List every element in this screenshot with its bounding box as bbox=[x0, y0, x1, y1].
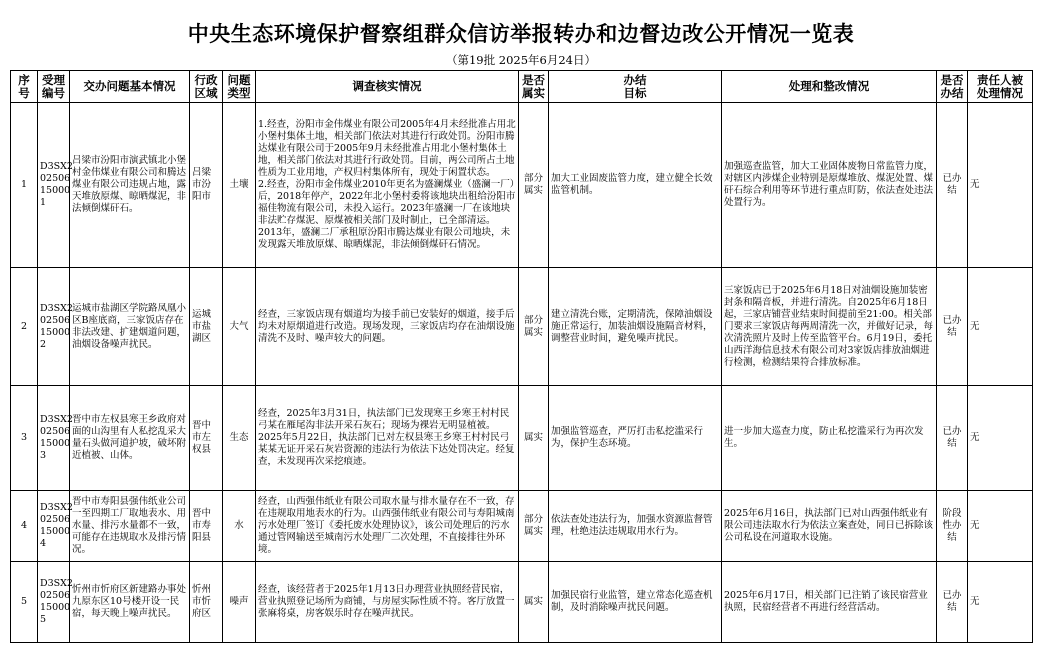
header-region: 行政 区域 bbox=[190, 71, 223, 103]
cell-issue: 忻州市忻府区新建路办事处九原东区10号楼开设一民宿，每天晚上噪声扰民。 bbox=[70, 562, 190, 643]
cell-verified: 部分属实 bbox=[519, 268, 549, 386]
header-type: 问题 类型 bbox=[223, 71, 256, 103]
cell-completed: 阶段性办结 bbox=[937, 491, 968, 562]
table-row bbox=[11, 562, 1033, 643]
cell-type: 噪声 bbox=[223, 562, 256, 643]
cell-code: D3SX2 02506 15000 4 bbox=[38, 491, 70, 562]
header-investigation: 调查核实情况 bbox=[256, 71, 519, 103]
cell-goal: 加强民宿行业监管，建立常态化巡查机制，及时消除噪声扰民问题。 bbox=[549, 562, 722, 643]
cell-accountability: 无 bbox=[968, 103, 1033, 268]
table-header-row bbox=[11, 71, 1033, 103]
cell-verified: 属实 bbox=[519, 562, 549, 643]
cell-goal: 加强监管巡查，严厉打击私挖滥采行为，保护生态环境。 bbox=[549, 386, 722, 491]
cell-code: D3SX2 02506 15000 5 bbox=[38, 562, 70, 643]
cell-region: 晋中 市寿 阳县 bbox=[190, 491, 223, 562]
cell-investigation: 经查，2025年3月31日，执法部门已发现寒王乡寒王村村民弓某在雁尾沟非法开采石灰石；现场为裸岩无明显植被。2025年5月22日，执法部门已对左权县寒王乡寒王村村民弓某某无证开采石灰岩资源的违法行为依法下达处罚决定。经复查，未发现再次采挖痕迹。 bbox=[256, 386, 519, 491]
table-row bbox=[11, 386, 1033, 491]
cell-no: 4 bbox=[11, 491, 38, 562]
header-issue: 交办问题基本情况 bbox=[70, 71, 190, 103]
cell-type: 水 bbox=[223, 491, 256, 562]
cell-investigation: 1.经查，汾阳市金伟煤业有限公司2005年4月未经批准占用北小堡村集体土地，相关部门依法对其进行行政处罚。汾阳市腾达煤业有限公司于2005年9月未经批准占用北小堡村集体土地，相关部门依法对其进行行政处罚。目前，两公司所占土地性质为工业用地，产权归村集体所有，现处于闲置状态。 2.经查，汾阳市金伟煤业2010年更名为盛澜煤业（盛澜一厂）后，2018年停产，2022年北小堡村委将该地块出租给汾阳市福佳物流有限公司，未投入运行。2023年盛澜一厂在该地块非法贮存煤泥、原煤被相关部门及时制止，已全部清运。2013年，盛澜二厂承租原汾阳市腾达煤业有限公司地块，未发现露天堆放原煤、晾晒煤泥，非法倾倒煤矸石情况。 bbox=[256, 103, 519, 268]
cell-verified: 部分属实 bbox=[519, 103, 549, 268]
header-handling: 处理和整改情况 bbox=[722, 71, 937, 103]
cell-handling: 加强巡查监管，加大工业固体废物日常监管力度，对辖区内涉煤企业特别是原煤堆放、煤泥处置、煤矸石综合利用等环节进行重点盯防，依法查处违法处置行为。 bbox=[722, 103, 937, 268]
header-accountability: 责任人被 处理情况 bbox=[968, 71, 1033, 103]
cell-completed: 已办结 bbox=[937, 103, 968, 268]
cell-completed: 已办结 bbox=[937, 562, 968, 643]
cell-investigation: 经查，三家饭店现有烟道均为接手前已安装好的烟道，接手后均未对原烟道进行改造。现场发现，三家饭店均存在油烟设施清洗不及时、噪声较大的问题。 bbox=[256, 268, 519, 386]
cell-region: 晋中 市左 权县 bbox=[190, 386, 223, 491]
cell-region: 忻州 市忻 府区 bbox=[190, 562, 223, 643]
cell-completed: 已办结 bbox=[937, 386, 968, 491]
cell-code: D3SX2 02506 15000 3 bbox=[38, 386, 70, 491]
cell-issue: 晋中市左权县寒王乡政府对面的山沟里有人私挖乱采大量石头做河道护坡，破坏附近植被、山体。 bbox=[70, 386, 190, 491]
disclosure-table bbox=[10, 70, 1033, 643]
cell-issue: 吕梁市汾阳市演武镇北小堡村金伟煤业有限公司和腾达煤业有限公司违规占地，露天堆放原煤、晾晒煤泥，非法倾倒煤矸石。 bbox=[70, 103, 190, 268]
cell-goal: 建立清洗台账，定期清洗，保障油烟设施正常运行，加装油烟设施隔音材料，调整营业时间，避免噪声扰民。 bbox=[549, 268, 722, 386]
cell-verified: 部分属实 bbox=[519, 491, 549, 562]
cell-type: 生态 bbox=[223, 386, 256, 491]
table-row bbox=[11, 491, 1033, 562]
cell-code: D3SX2 02506 15000 2 bbox=[38, 268, 70, 386]
cell-goal: 依法查处违法行为，加强水资源监督管理，杜绝违法违规取用水行为。 bbox=[549, 491, 722, 562]
header-no: 序号 bbox=[11, 71, 38, 103]
header-verified: 是否 属实 bbox=[519, 71, 549, 103]
cell-accountability: 无 bbox=[968, 562, 1033, 643]
cell-handling: 进一步加大巡查力度，防止私挖滥采行为再次发生。 bbox=[722, 386, 937, 491]
cell-investigation: 经查，山西强伟纸业有限公司取水量与排水量存在不一致，存在违规取用地表水的行为。山西强伟纸业有限公司与寿阳城南污水处理厂签订《委托废水处理协议》，该公司处理后的污水通过管网输送至城南污水处理厂二次处理，不直接排往外环境。 bbox=[256, 491, 519, 562]
cell-handling: 2025年6月17日，相关部门已注销了该民宿营业执照，民宿经营者不再进行经营活动。 bbox=[722, 562, 937, 643]
cell-accountability: 无 bbox=[968, 386, 1033, 491]
table-row bbox=[11, 103, 1033, 268]
cell-type: 大气 bbox=[223, 268, 256, 386]
cell-no: 3 bbox=[11, 386, 38, 491]
cell-handling: 三家饭店已于2025年6月18日对油烟设施加装密封条和隔音板，并进行清洗。自2025年6月18日起，三家店铺营业结束时间提前至21:00。相关部门要求三家饭店每两周清洗一次，并做好记录，每次清洗照片及时上传至监管平台。6月19日，委托山西洋海信息技术有限公司对3家饭店排放油烟进行检测，检测结果符合排放标准。 bbox=[722, 268, 937, 386]
cell-region: 吕梁 市汾 阳市 bbox=[190, 103, 223, 268]
cell-type: 土壤 bbox=[223, 103, 256, 268]
cell-investigation: 经查，该经营者于2025年1月13日办理营业执照经营民宿，营业执照登记场所为商铺，与房屋实际性质不符。客厅放置一张麻将桌，房客娱乐时存在噪声扰民。 bbox=[256, 562, 519, 643]
header-completed: 是否 办结 bbox=[937, 71, 968, 103]
cell-no: 2 bbox=[11, 268, 38, 386]
header-goal: 办结 目标 bbox=[549, 71, 722, 103]
header-code: 受理 编号 bbox=[38, 71, 70, 103]
cell-accountability: 无 bbox=[968, 268, 1033, 386]
cell-no: 1 bbox=[11, 103, 38, 268]
cell-accountability: 无 bbox=[968, 491, 1033, 562]
cell-handling: 2025年6月16日，执法部门已对山西强伟纸业有限公司违法取水行为依法立案查处，同日已拆除该公司私设在河道取水设施。 bbox=[722, 491, 937, 562]
cell-verified: 属实 bbox=[519, 386, 549, 491]
table-row bbox=[11, 268, 1033, 386]
cell-completed: 已办结 bbox=[937, 268, 968, 386]
cell-goal: 加大工业固废监管力度，建立健全长效监管机制。 bbox=[549, 103, 722, 268]
cell-no: 5 bbox=[11, 562, 38, 643]
cell-issue: 运城市盐湖区学院路凤凰小区B座底商，三家饭店存在非法改建、扩建烟道问题，油烟设备噪声扰民。 bbox=[70, 268, 190, 386]
cell-code: D3SX2 02506 15000 1 bbox=[38, 103, 70, 268]
page-subtitle: （第19批 2025年6月24日） bbox=[445, 53, 596, 67]
page-title: 中央生态环境保护督察组群众信访举报转办和边督边改公开情况一览表 bbox=[187, 21, 855, 46]
cell-region: 运城 市盐 湖区 bbox=[190, 268, 223, 386]
cell-issue: 晋中市寿阳县强伟纸业公司一至四期工厂取地表水、用水量、排污水量都不一致，可能存在违规取水及排污情况。 bbox=[70, 491, 190, 562]
